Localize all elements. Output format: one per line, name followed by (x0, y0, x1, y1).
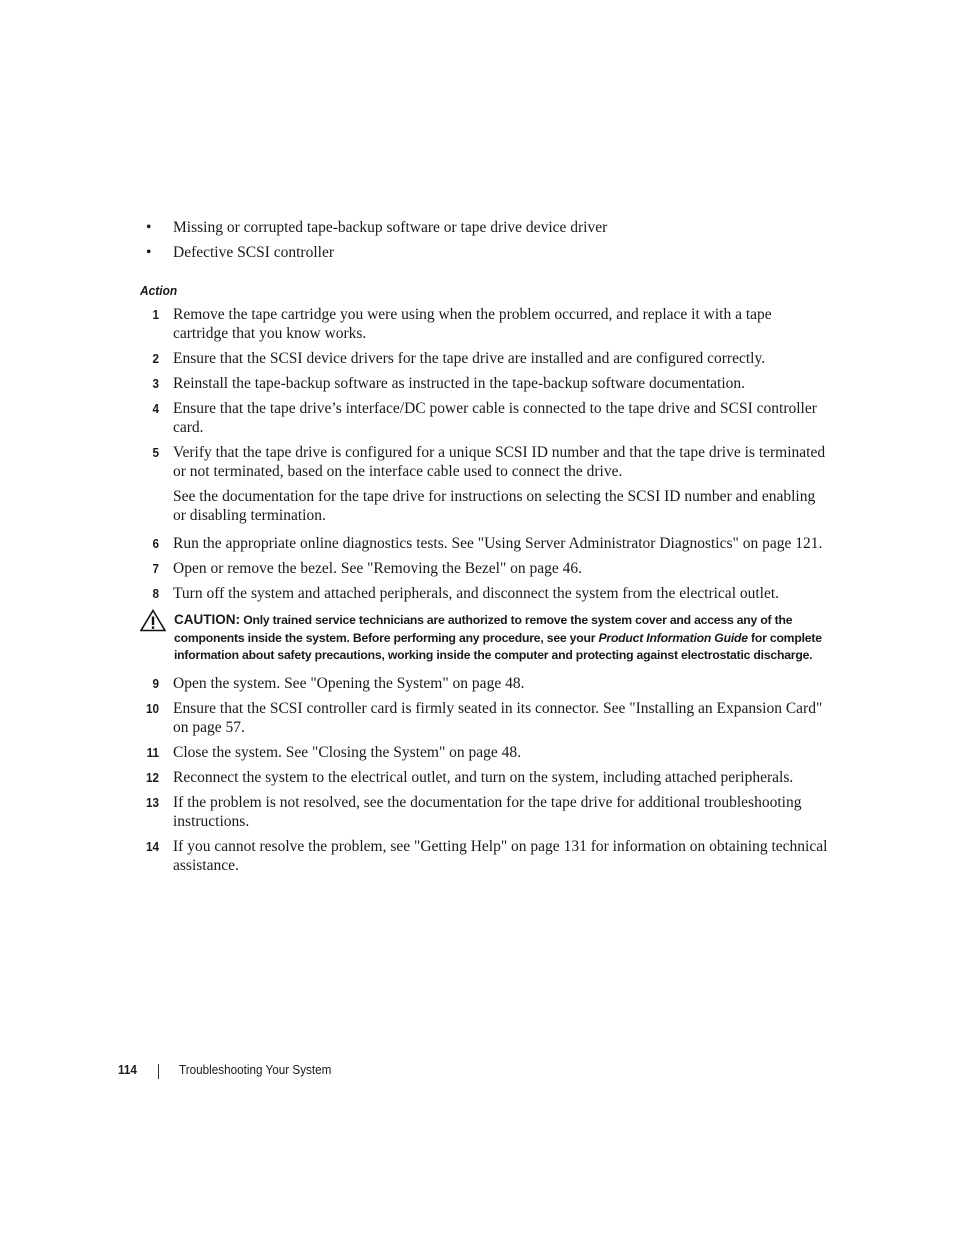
step-number: 3 (152, 376, 159, 391)
step-number: 11 (146, 744, 159, 760)
guide-title: Product Information Guide (598, 630, 748, 645)
bullet-text: Missing or corrupted tape-backup software or tape drive device driver (173, 219, 608, 236)
caution-text-before: Only trained service technicians are authorized to remove the system cover and access any of the components inside the system. Before performing any procedure, see your (174, 613, 793, 645)
list-item (146, 243, 826, 262)
step-text: Open or remove the bezel. See "Removing the Bezel" on page 46. (173, 560, 583, 577)
step-10 (140, 699, 830, 737)
bullet-icon: • (146, 244, 152, 261)
step-number: 2 (152, 351, 159, 366)
step-5 (140, 443, 830, 525)
step-9 (140, 674, 830, 693)
step-text: Close the system. See "Closing the System" on page 48. (173, 743, 522, 761)
step-number: 4 (152, 401, 159, 416)
caution-label: CAUTION: (174, 612, 240, 627)
step-number: 10 (145, 700, 159, 716)
step-text: Open the system. See "Opening the System" on page 48. (173, 674, 525, 692)
step-number: 5 (152, 445, 159, 460)
step-text: Turn off the system and attached peripherals, and disconnect the system from the electrical outlet. (173, 585, 780, 602)
bullet-text: Defective SCSI controller (173, 244, 334, 261)
step-6 (140, 534, 830, 553)
step-12 (140, 768, 830, 787)
step-number: 1 (152, 307, 159, 322)
warning-triangle-icon (140, 609, 166, 632)
step-text: Reconnect the system to the electrical outlet, and turn on the system, including attached peripherals. (173, 768, 794, 786)
caution-notice (140, 611, 830, 665)
action-heading: Action (140, 283, 178, 298)
step-2 (140, 349, 830, 368)
step-number: 14 (145, 838, 159, 854)
step-4 (140, 399, 830, 437)
step-number: 13 (145, 794, 159, 810)
list-item (146, 218, 826, 237)
section-title: Troubleshooting Your System (179, 1062, 332, 1077)
step-text: If the problem is not resolved, see the documentation for the tape drive for additional troubleshooting instructions. (173, 793, 802, 830)
cause-bullet-list (146, 218, 826, 268)
step-text: Reinstall the tape-backup software as instructed in the tape-backup software documentation. (173, 375, 746, 392)
page-number: 114 (118, 1062, 137, 1077)
step-number: 9 (152, 675, 159, 691)
step-13 (140, 793, 830, 831)
step-1 (140, 305, 830, 343)
step-3 (140, 374, 830, 393)
step-14 (140, 837, 830, 875)
step-text: Ensure that the SCSI controller card is firmly seated in its connector. See "Installing an Expansion Card" on page 57. (173, 699, 823, 736)
step-text: Run the appropriate online diagnostics tests. See "Using Server Administrator Diagnostics" on page 121. (173, 535, 823, 552)
step-8 (140, 584, 830, 603)
step-text: If you cannot resolve the problem, see "Getting Help" on page 131 for information on obtaining technical assistance. (173, 837, 828, 874)
step-number: 7 (152, 561, 159, 576)
step-number: 12 (145, 769, 159, 785)
caution-text-after: for complete information about safety precautions, working inside the computer and protecting against electrostatic discharge. (174, 630, 822, 662)
step-11 (140, 743, 830, 762)
bullet-icon: • (146, 219, 152, 236)
footer-divider (158, 1064, 159, 1079)
step-text: Ensure that the SCSI device drivers for the tape drive are installed and are configured correctly. (173, 350, 766, 367)
step-number: 6 (152, 536, 159, 551)
step-text: Ensure that the tape drive’s interface/DC power cable is connected to the tape drive and SCSI controller card. (173, 400, 817, 436)
step-note: See the documentation for the tape drive for instructions on selecting the SCSI ID number and enabling or disabling termination. (173, 488, 816, 524)
step-7 (140, 559, 830, 578)
step-number: 8 (152, 586, 159, 601)
action-steps-list (140, 305, 830, 881)
step-text: Verify that the tape drive is configured for a unique SCSI ID number and that the tape drive is terminated or not terminated, based on the interface cable used to connect the drive. (173, 444, 826, 480)
step-text: Remove the tape cartridge you were using when the problem occurred, and replace it with a tape cartridge that you know works. (173, 306, 772, 342)
